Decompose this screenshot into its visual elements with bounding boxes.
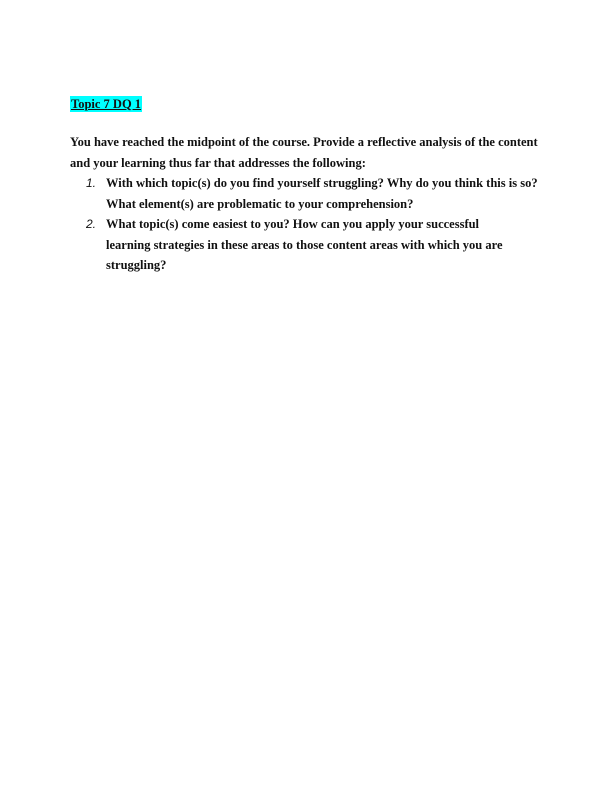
intro-paragraph xyxy=(70,132,540,173)
question-list xyxy=(86,173,536,276)
list-item-number: 2. xyxy=(86,217,97,231)
intro-line: You have reached the midpoint of the course. Provide a reflective analysis of the content xyxy=(70,135,538,149)
list-item-number: 1. xyxy=(86,176,97,190)
list-item-line: What element(s) are problematic to your comprehension? xyxy=(106,196,414,211)
intro-line: and your learning thus far that addresses the following: xyxy=(70,155,366,170)
document-title: Topic 7 DQ 1 xyxy=(71,97,142,111)
list-item-line: What topic(s) come easiest to you? How can you apply your successful xyxy=(106,217,480,231)
list-item xyxy=(86,214,536,276)
list-item xyxy=(86,173,536,214)
list-item-line: struggling? xyxy=(106,258,167,272)
list-item-line: With which topic(s) do you find yourself struggling? Why do you think this is so? xyxy=(106,176,538,190)
list-item-line: learning strategies in these areas to those content areas with which you are xyxy=(106,237,503,252)
